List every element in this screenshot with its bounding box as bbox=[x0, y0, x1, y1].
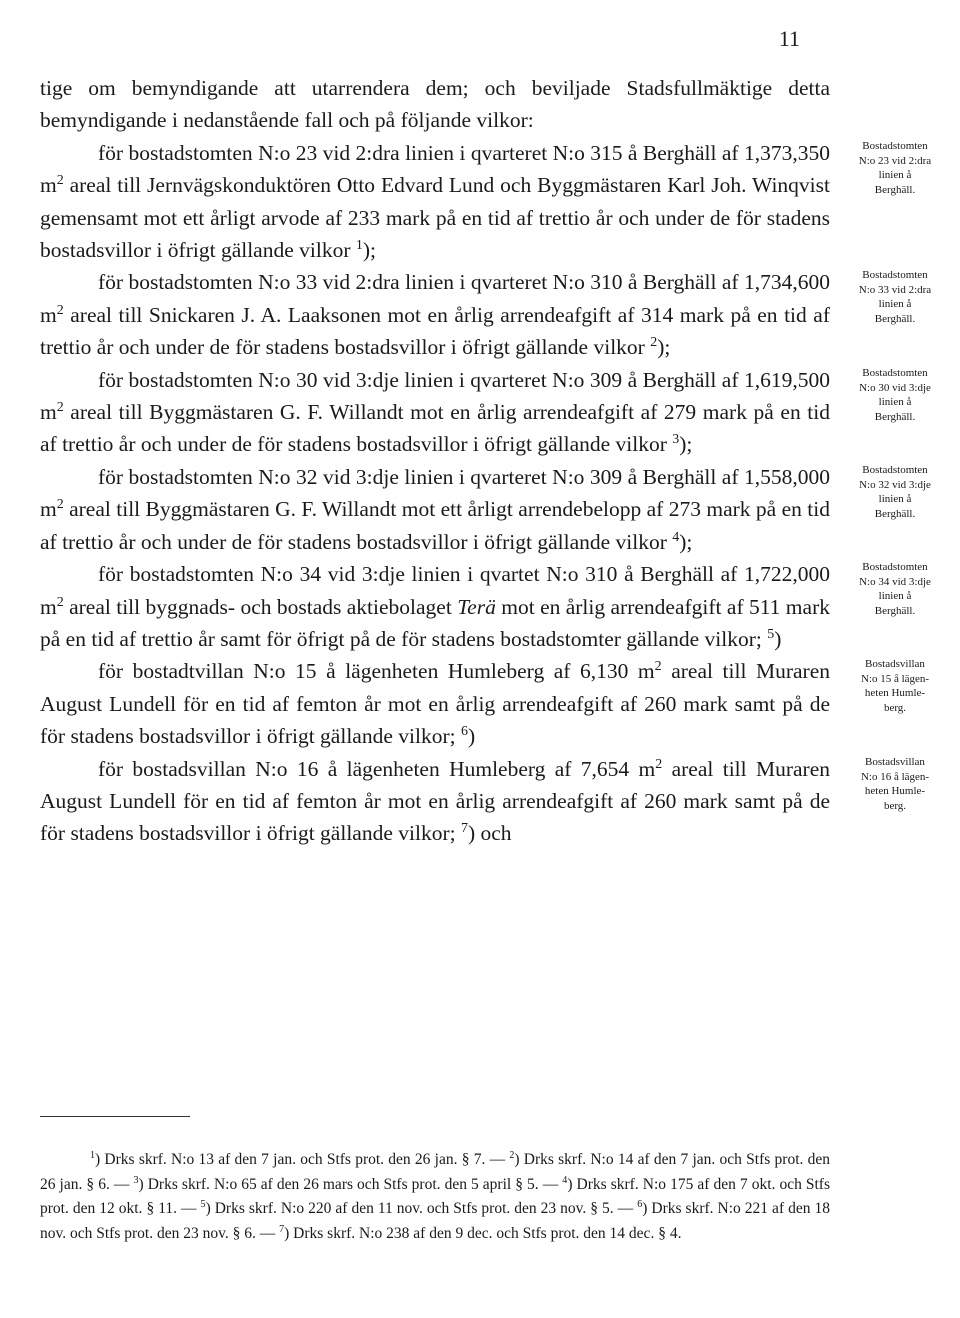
footnote-ref: 2 bbox=[509, 1149, 515, 1161]
footnote-ref: 2 bbox=[655, 756, 663, 772]
footnote-ref: 1 bbox=[90, 1149, 96, 1161]
margin-note-line: Berghäll. bbox=[874, 312, 916, 325]
text-run: areal till Snickaren J. A. Laaksonen mot en årlig arrendeafgift af 314 mark på en tid af trettio år och under de för stadens bostadsvillor i öfrigt gällande vilkor bbox=[40, 302, 830, 360]
text-run: ) Drks skrf. N:o 238 af den 9 dec. och Stfs prot. den 14 dec. § 4. bbox=[284, 1224, 682, 1242]
margin-note-line: berg. bbox=[883, 799, 907, 812]
margin-note bbox=[838, 366, 952, 424]
margin-note-line: heten Humle- bbox=[864, 687, 926, 699]
text-run: för bostadstomten N:o 32 vid 3:dje linien i qvarteret N:o 309 å Berghäll af 1,558,000 m bbox=[40, 464, 830, 522]
margin-note-line: heten Humle- bbox=[864, 785, 926, 797]
footnote-ref: 2 bbox=[56, 173, 64, 189]
margin-note-line: Berghäll. bbox=[874, 183, 916, 196]
margin-note-line: Bostadstomten bbox=[862, 464, 928, 476]
margin-note bbox=[838, 268, 952, 326]
text-run: ) och bbox=[467, 821, 512, 846]
text-run: ); bbox=[679, 432, 693, 457]
text-run: ); bbox=[362, 238, 377, 263]
margin-note-line: linien å bbox=[878, 493, 912, 505]
paragraph bbox=[40, 461, 830, 558]
text-run: ) Drks skrf. N:o 13 af den 7 jan. och Stfs prot. den 26 jan. § 7. — bbox=[95, 1151, 510, 1168]
footnote-ref: 2 bbox=[56, 399, 64, 415]
footnote-ref: 2 bbox=[650, 335, 658, 351]
paragraph bbox=[40, 753, 830, 850]
text-run: ) Drks skrf. N:o 221 af den 18 nov. och Stfs prot. den 23 nov. § 6. — bbox=[40, 1200, 830, 1242]
text-run: ) Drks skrf. N:o 175 af den 7 okt. och Stfs prot. den 12 okt. § 11. — bbox=[40, 1175, 830, 1218]
text-run: areal till Muraren August Lundell för en tid af femton år mot en årlig arrendeafgift af 260 mark samt på de för stadens bostadsvillor i öfrigt gällande vilkor; bbox=[40, 659, 830, 749]
text-run: ) Drks skrf. N:o 65 af den 26 mars och Stfs prot. den 5 april § 5. — bbox=[138, 1175, 563, 1193]
text-run: för bostadtvillan N:o 15 å lägenheten Humleberg af 6,130 m bbox=[98, 659, 655, 684]
footnote-ref: 6 bbox=[460, 723, 468, 739]
footnote-ref: 2 bbox=[56, 594, 64, 610]
text-run: ); bbox=[679, 529, 693, 554]
margin-note-line: Bostadsvillan bbox=[865, 658, 925, 670]
text-run: areal till byggnads- och bostads aktiebolaget bbox=[63, 594, 458, 619]
margin-note-line: N:o 32 vid 3:dje bbox=[859, 478, 931, 491]
margin-note-line: linien å bbox=[878, 169, 912, 181]
footnote-ref: 7 bbox=[279, 1223, 285, 1235]
footnote-ref: 4 bbox=[562, 1174, 568, 1186]
footnote-ref: 1 bbox=[355, 237, 363, 253]
paragraph bbox=[40, 364, 830, 461]
margin-note bbox=[838, 463, 952, 521]
margin-note bbox=[838, 755, 952, 813]
footnote-divider bbox=[40, 1116, 190, 1117]
footnote-ref: 5 bbox=[767, 626, 775, 642]
paragraph bbox=[40, 137, 830, 267]
body-text bbox=[40, 72, 830, 850]
text-run: areal till Muraren August Lundell för en tid af femton år mot en årlig arrendeafgift af 260 mark samt på de för stadens bostadsvillor i öfrigt gällande vilkor; bbox=[40, 756, 830, 846]
text-run: areal till Byggmästaren G. F. Willandt mot ett årligt arrendebelopp af 273 mark på en tid af trettio år och under de för stadens bostadsvillor i öfrigt gällande vilkor bbox=[40, 497, 830, 554]
text-run: areal till Byggmästaren G. F. Willandt mot en årlig arrendeafgift af 279 mark på en tid af trettio år och under de för stadens bostadsvillor i öfrigt gällande vilkor bbox=[40, 400, 830, 457]
margin-note-line: berg. bbox=[883, 701, 907, 714]
margin-note-line: linien å bbox=[878, 590, 912, 602]
text-run: ) Drks skrf. N:o 14 af den 7 jan. och Stfs prot. den 26 jan. § 6. — bbox=[40, 1151, 831, 1193]
footnote-text bbox=[40, 1148, 830, 1246]
text-run: för bostadstomten N:o 23 vid 2:dra linien i qvarteret N:o 315 å Berghäll af 1,373,350 m bbox=[40, 140, 830, 198]
text-run: ) bbox=[774, 626, 782, 651]
margin-note-line: N:o 33 vid 2:dra bbox=[858, 283, 932, 296]
text-run: ); bbox=[657, 335, 671, 360]
footnote-ref: 2 bbox=[56, 302, 64, 318]
margin-note-line: Bostadsvillan bbox=[865, 756, 925, 768]
margin-note-line: Bostadstomten bbox=[862, 561, 928, 573]
paragraph bbox=[40, 655, 830, 752]
margin-note-line: N:o 23 vid 2:dra bbox=[858, 154, 932, 167]
page-number: 11 bbox=[778, 26, 800, 51]
text-run: för bostadstomten N:o 30 vid 3:dje linien i qvarteret N:o 309 å Berghäll af 1,619,500 m bbox=[40, 367, 830, 425]
text-run: mot en årlig arrendeafgift af 511 mark på en tid af trettio år samt för öfrigt på de för stadens bostadstomter gällande vilkor; bbox=[40, 594, 830, 651]
footnote-ref: 7 bbox=[460, 821, 468, 837]
footnote-ref: 6 bbox=[637, 1199, 643, 1211]
margin-note-line: Berghäll. bbox=[874, 507, 916, 520]
margin-note-line: linien å bbox=[878, 396, 912, 408]
footnote-ref: 4 bbox=[672, 529, 680, 545]
margin-note-line: Bostadstomten bbox=[862, 140, 928, 152]
margin-note-line: N:o 30 vid 3:dje bbox=[859, 381, 931, 394]
text-run: tige om bemyndigande att utarrendera dem; och beviljade Stadsfullmäktige detta bemyndigande i nedanstående fall och på följande vilkor: bbox=[40, 76, 830, 133]
margin-note-line: N:o 16 å lägen- bbox=[860, 770, 930, 783]
footnotes bbox=[40, 1148, 830, 1246]
margin-note-line: Berghäll. bbox=[874, 604, 916, 617]
margin-note-line: N:o 34 vid 3:dje bbox=[859, 575, 931, 588]
margin-note-line: Berghäll. bbox=[874, 410, 916, 423]
margin-note-line: Bostadstomten bbox=[862, 269, 928, 281]
footnote-ref: 2 bbox=[56, 497, 64, 513]
text-run: ) bbox=[467, 724, 476, 749]
paragraph bbox=[40, 72, 830, 137]
footnote-ref: 3 bbox=[672, 432, 680, 448]
text-run: för bostadsvillan N:o 16 å lägenheten Humleberg af 7,654 m bbox=[98, 756, 656, 781]
margin-note-line: Bostadstomten bbox=[862, 367, 928, 379]
margin-note bbox=[838, 139, 952, 197]
margin-note-line: linien å bbox=[878, 298, 912, 310]
text-run: ) Drks skrf. N:o 220 af den 11 nov. och Stfs prot. den 23 nov. § 5. — bbox=[205, 1200, 638, 1218]
margin-note bbox=[838, 657, 952, 715]
italic-text: Terä bbox=[457, 594, 496, 619]
footnote-ref: 3 bbox=[133, 1174, 139, 1186]
text-run: för bostadstomten N:o 33 vid 2:dra linien i qvarteret N:o 310 å Berghäll af 1,734,600 m bbox=[40, 270, 830, 327]
footnote-ref: 5 bbox=[200, 1199, 206, 1211]
margin-note-line: N:o 15 å lägen- bbox=[860, 672, 930, 685]
text-run: för bostadstomten N:o 34 vid 3:dje linien i qvartet N:o 310 å Berghäll af 1,722,000 m bbox=[40, 562, 830, 619]
footnote-ref: 2 bbox=[654, 659, 662, 675]
paragraph bbox=[40, 558, 830, 655]
margin-note bbox=[838, 560, 952, 618]
paragraph bbox=[40, 266, 830, 363]
text-run: areal till Jernvägskonduktören Otto Edvard Lund och Byggmästaren Karl Joh. Winqvist gemensamt mot ett årligt arvode af 233 mark på en tid af trettio år och under de för stadens bostadsvillor i öfrigt gällande vilkor bbox=[40, 173, 830, 263]
